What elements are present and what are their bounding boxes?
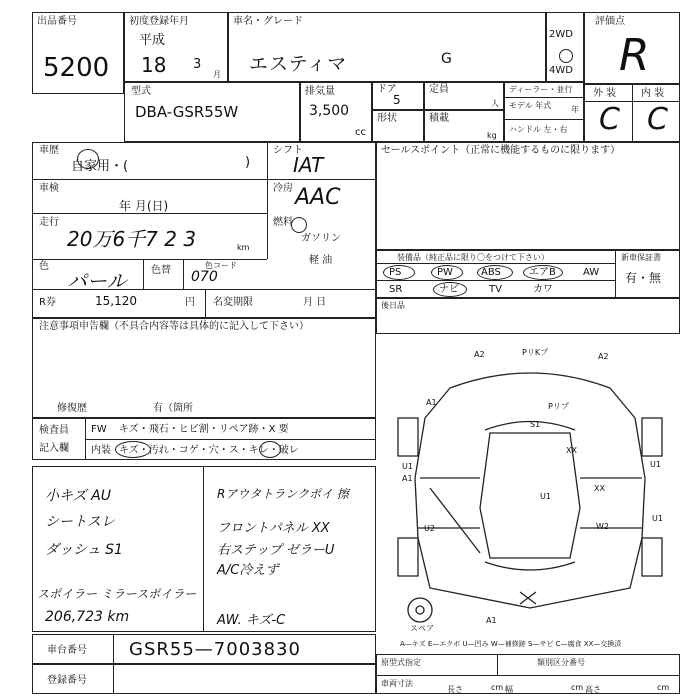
lot-box — [32, 12, 124, 94]
name-label: 車名・グレード — [233, 16, 303, 27]
load-box — [424, 110, 504, 142]
lot-label: 出品番号 — [37, 16, 77, 27]
remarks-box — [32, 466, 376, 632]
equip-navi: ナビ — [439, 284, 459, 295]
fw-items: キズ・飛石・ヒビ割・リペア跡・X 要 — [119, 424, 289, 435]
diagram-legend: A—キズ E—エクボ U—凹み W—補修跡 S—サビ C—腐食 XX—交換済 — [400, 640, 622, 648]
after-box — [376, 298, 680, 334]
car-diagram — [380, 338, 680, 628]
color-value: パール — [67, 269, 127, 293]
sales-box — [376, 142, 680, 250]
score: R — [619, 30, 650, 81]
mark-a2-left: A2 — [474, 350, 485, 359]
remark-right-4: A/C冷えず — [217, 563, 279, 578]
sales-label: セールスポイント（正常に機能するものに限ります） — [381, 145, 621, 156]
score-box — [584, 12, 680, 84]
equip-aw: AW — [583, 267, 600, 278]
cm-1: cm — [491, 683, 504, 692]
grade: G — [441, 51, 452, 67]
load-unit: kg — [487, 131, 497, 140]
dealer-label: ディーラー・並行 — [509, 85, 573, 94]
notes-label: 注意事項申告欄（不具合内容等は具体的に記入して下さい） — [39, 321, 309, 332]
score-label: 評価点 — [595, 16, 625, 27]
month-unit: 月 — [213, 70, 221, 79]
interior-grade: C — [647, 102, 668, 137]
reg-month: 3 — [193, 57, 202, 72]
doors-box — [372, 82, 424, 110]
original-type-label: 原型式指定 — [381, 658, 421, 667]
cm-3: cm — [657, 683, 670, 692]
exterior-grade: C — [599, 102, 620, 137]
reg-year: 18 — [141, 53, 167, 77]
displacement-unit: cc — [355, 127, 366, 138]
drive-circle — [559, 49, 573, 63]
lot-number: 5200 — [43, 53, 110, 83]
inspector-label: 検査員 — [39, 425, 69, 436]
remark-left-5: 206,723 km — [45, 609, 130, 625]
mark-u2-left: U2 — [424, 524, 435, 533]
equipment-label: 装備品（純正品に限り〇をつけて下さい） — [397, 253, 549, 262]
model-box — [124, 82, 300, 142]
first-reg-label: 初度登録年月 — [129, 16, 189, 27]
history-label: 車歴 — [39, 145, 59, 156]
entry-label: 記入欄 — [39, 443, 69, 454]
drive-4wd: 4WD — [549, 65, 573, 76]
mark-s1: S1 — [530, 420, 541, 429]
equipment-box — [376, 250, 680, 298]
exterior-label: 外 装 — [593, 88, 617, 99]
remark-left-4: スポイラー ミラースポイラー — [37, 587, 197, 601]
chassis-number: GSR55—7003830 — [129, 639, 301, 660]
mark-a1-bottom: A1 — [486, 616, 497, 625]
remark-right-2: フロントパネル XX — [217, 521, 330, 536]
grades-box — [584, 84, 680, 142]
remark-left-2: シートスレ — [45, 514, 115, 530]
shift-label: シフト — [273, 145, 303, 156]
equip-sr: SR — [389, 284, 403, 295]
capacity-label: 定員 — [429, 84, 449, 95]
model-year-unit: 年 — [571, 105, 579, 114]
fw-label: FW — [91, 424, 107, 435]
displacement-label: 排気量 — [305, 86, 335, 97]
deadline-value: 月 日 — [303, 297, 327, 308]
chassis-box — [32, 634, 376, 664]
history-value: 自家用・( — [71, 159, 129, 174]
mark-u1-right: U1 — [650, 460, 661, 469]
drive-box — [546, 12, 584, 82]
fuel-gasoline: ガソリン — [301, 233, 341, 244]
mark-pu-2: Pリプ — [548, 402, 569, 411]
spare-label: スペア — [410, 624, 434, 633]
remark-right-5: AW. キズ-C — [217, 613, 286, 628]
warranty-value: 有・無 — [625, 271, 662, 285]
class-label: 類別区分番号 — [537, 658, 585, 667]
mark-w2: W2 — [596, 522, 609, 531]
mark-u1-mid: U1 — [540, 492, 551, 501]
mileage-value: 20万6千7 2 3 — [67, 227, 197, 251]
repair-label: 修復歴 — [57, 403, 87, 414]
inspection-label: 車検 — [39, 183, 59, 194]
mark-u1-left: U1 — [402, 462, 413, 471]
equip-pw: PW — [437, 267, 453, 278]
interior-insp-label: 内装 — [91, 445, 111, 456]
remark-left-3: ダッシュ S1 — [45, 542, 123, 558]
after-label: 後日品 — [381, 301, 405, 310]
mark-a2-right: A2 — [598, 352, 609, 361]
era: 平成 — [139, 33, 166, 48]
doors: 5 — [393, 93, 401, 107]
shape-box — [372, 110, 424, 142]
equip-ps: PS — [389, 267, 402, 278]
reg-box — [32, 664, 376, 694]
displacement-box — [300, 82, 372, 142]
history-circle — [77, 149, 99, 169]
drive-2wd: 2WD — [549, 29, 573, 40]
vehicle-size-label: 車両寸法 — [381, 679, 413, 688]
remark-right-3: 右ステップ ゼラーU — [217, 543, 335, 558]
mileage-unit: km — [237, 243, 250, 252]
first-reg-box — [124, 12, 228, 82]
doors-label: ドア — [377, 84, 397, 95]
recycle-amount: 15,120 — [95, 294, 137, 308]
model-year-label: モデル 年式 — [509, 101, 552, 110]
equip-airbag: エアB — [529, 267, 556, 278]
chassis-label: 車台番号 — [47, 645, 87, 656]
mark-xx-right: XX — [566, 446, 577, 455]
warranty-label: 新車保証書 — [621, 253, 661, 262]
deadline-label: 名変期限 — [213, 297, 253, 308]
mark-a1-left: A1 — [426, 398, 437, 407]
mark-u1-right-2: U1 — [652, 514, 663, 523]
ac-value: AAC — [295, 185, 341, 210]
cm-2: cm — [571, 683, 584, 692]
car-name: エスティマ — [249, 53, 348, 75]
remark-left-1: 小キズ AU — [45, 488, 111, 504]
load-label: 積載 — [429, 113, 449, 124]
fuel-circle — [291, 217, 307, 233]
displacement: 3,500 — [309, 103, 350, 119]
mark-a1-left-2: A1 — [402, 474, 413, 483]
fuel-diesel: 軽 油 — [309, 255, 333, 266]
equip-tv: TV — [489, 284, 502, 295]
inspection-value: 年 月(日) — [119, 199, 169, 213]
color-change-label: 色替 — [151, 265, 171, 276]
equip-abs: ABS — [481, 267, 501, 278]
width-label: 幅 — [505, 685, 513, 694]
handle-label: ハンドル 左・右 — [509, 125, 568, 134]
remark-right-1: Rアウタトランクポイ 擦 — [217, 487, 349, 501]
color-label: 色 — [39, 261, 49, 272]
ac-label: 冷房 — [273, 183, 293, 194]
mark-xx-bottom: XX — [594, 484, 605, 493]
shift-value: IAT — [293, 153, 324, 177]
history-close: ) — [245, 155, 251, 170]
interior-items: キズ・汚れ・コゲ・穴・ス・キレ・破レ — [119, 445, 299, 456]
reg-label: 登録番号 — [47, 675, 87, 686]
equip-leather: カワ — [533, 284, 553, 295]
recycle-unit: 円 — [185, 297, 195, 308]
dealer-box — [504, 82, 584, 142]
footer-right — [376, 654, 680, 694]
mark-pu-top: PリKプ — [522, 348, 549, 357]
interior-label: 内 装 — [641, 88, 665, 99]
color-code: 070 — [191, 269, 218, 285]
capacity-unit: 人 — [491, 99, 499, 108]
shape-label: 形状 — [377, 113, 397, 124]
mileage-label: 走行 — [39, 217, 59, 228]
recycle-label: R券 — [39, 297, 56, 308]
fuel-label: 燃料 — [273, 217, 293, 228]
usage-box — [32, 142, 376, 318]
height-label: 高さ — [585, 685, 601, 694]
length-label: 長さ — [447, 685, 463, 694]
notes-box — [32, 318, 376, 418]
model-label: 型式 — [131, 86, 151, 97]
name-box — [228, 12, 546, 82]
inspector-box — [32, 418, 376, 460]
repair-value: 有（箇所 — [153, 403, 193, 414]
color-code-label: 色コード — [205, 261, 237, 270]
model: DBA-GSR55W — [135, 103, 239, 121]
capacity-box — [424, 82, 504, 110]
